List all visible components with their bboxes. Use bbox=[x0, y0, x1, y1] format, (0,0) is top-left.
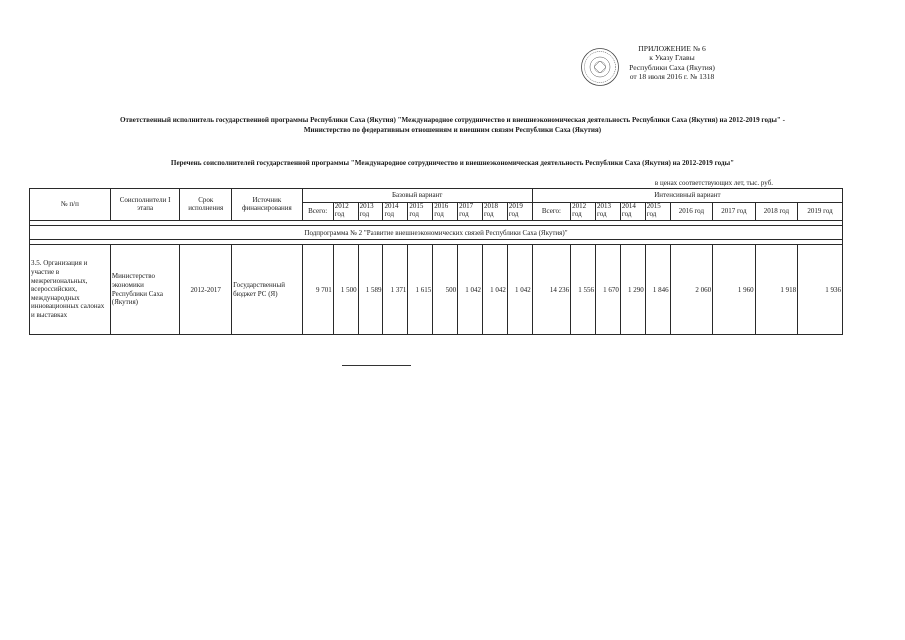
intensive-value-cell: 1 936 bbox=[798, 245, 843, 335]
intensive-value-cell: 1 290 bbox=[620, 245, 645, 335]
base-year-header: 2015 год bbox=[408, 203, 433, 221]
col-coexecutors-header: Соисполнители I этапа bbox=[110, 189, 179, 221]
subprogram-row bbox=[30, 226, 843, 240]
intensive-year-header: 2019 год bbox=[798, 203, 843, 221]
intensive-year-header: 2017 год bbox=[713, 203, 756, 221]
intensive-value-cell: 2 060 bbox=[670, 245, 713, 335]
intensive-year-header: 2013 год bbox=[596, 203, 621, 221]
base-variant-header: Базовый вариант bbox=[302, 189, 532, 203]
col-term-header: Срок исполнения bbox=[180, 189, 232, 221]
appendix-number: ПРИЛОЖЕНИЕ № 6 bbox=[638, 44, 706, 53]
heading-line-1: Ответственный исполнитель государственной программы Республики Саха (Якутия) "Международное сотрудничество и внешнеэкономическая деятельность Республики Саха (Якутия) на 2012-2019 годы" - bbox=[119, 116, 786, 124]
base-year-header: 2012 год bbox=[333, 203, 358, 221]
intensive-total-header: Всего: bbox=[532, 203, 570, 221]
base-value-cell: 1 615 bbox=[408, 245, 433, 335]
base-value-cell: 1 042 bbox=[458, 245, 483, 335]
intensive-year-header: 2016 год bbox=[670, 203, 713, 221]
intensive-year-header: 2015 год bbox=[645, 203, 670, 221]
intensive-value-cell: 1 960 bbox=[713, 245, 756, 335]
intensive-value-cell: 1 846 bbox=[645, 245, 670, 335]
term-cell: 2012-2017 bbox=[180, 245, 232, 335]
intensive-year-header: 2018 год bbox=[755, 203, 798, 221]
base-total-cell: 9 701 bbox=[302, 245, 333, 335]
base-year-header: 2018 год bbox=[482, 203, 507, 221]
base-value-cell: 1 589 bbox=[358, 245, 383, 335]
source-cell: Государственный бюджет РС (Я) bbox=[232, 245, 303, 335]
base-year-header: 2019 год bbox=[507, 203, 532, 221]
base-value-cell: 500 bbox=[433, 245, 458, 335]
coexecutors-list-title: Перечень соисполнителей государственной программы "Международное сотрудничество и внешнеэкономическая деятельность Республики Саха (Якутия) на 2012-2019 годы" bbox=[170, 159, 735, 167]
intensive-year-header: 2014 год bbox=[620, 203, 645, 221]
bottom-divider bbox=[342, 365, 411, 366]
appendix-date: от 18 июля 2016 г. № 1318 bbox=[629, 71, 715, 81]
base-year-header: 2017 год bbox=[458, 203, 483, 221]
intensive-value-cell: 1 556 bbox=[571, 245, 596, 335]
responsible-executor-heading bbox=[40, 115, 865, 135]
units-note: в ценах соответствующих лет, тыс. руб. bbox=[654, 179, 773, 187]
base-value-cell: 1 500 bbox=[333, 245, 358, 335]
intensive-value-cell: 1 918 bbox=[755, 245, 798, 335]
appendix-stamp bbox=[578, 44, 738, 90]
coexecutor-cell: Министерство экономики Республики Саха (Якутия) bbox=[110, 245, 179, 335]
base-value-cell: 1 371 bbox=[383, 245, 408, 335]
base-year-header: 2013 год bbox=[358, 203, 383, 221]
intensive-value-cell: 1 670 bbox=[596, 245, 621, 335]
base-value-cell: 1 042 bbox=[482, 245, 507, 335]
base-total-header: Всего: bbox=[302, 203, 333, 221]
coexecutors-table bbox=[29, 188, 843, 335]
base-year-header: 2016 год bbox=[433, 203, 458, 221]
heading-line-2: Министерство по федеративным отношениям и внешним связям Республики Саха (Якутия) bbox=[303, 126, 602, 134]
subprogram-title: Подпрограмма № 2 "Развитие внешнеэкономических связей Республики Саха (Якутия)" bbox=[30, 226, 843, 240]
col-number-header: № п/п bbox=[30, 189, 111, 221]
intensive-total-cell: 14 236 bbox=[532, 245, 570, 335]
col-source-header: Источник финансирования bbox=[232, 189, 303, 221]
appendix-republic: Республики Саха (Якутия) bbox=[629, 62, 715, 72]
intensive-year-header: 2012 год bbox=[571, 203, 596, 221]
appendix-decree: к Указу Главы bbox=[649, 53, 695, 63]
base-value-cell: 1 042 bbox=[507, 245, 532, 335]
intensive-variant-header: Интенсивный вариант bbox=[532, 189, 842, 203]
table-row bbox=[30, 245, 843, 335]
base-year-header: 2014 год bbox=[383, 203, 408, 221]
item-name-cell: 3.5. Организация и участие в межрегиональных, всероссийских, международных инновационных салонах и выставках bbox=[30, 245, 111, 335]
